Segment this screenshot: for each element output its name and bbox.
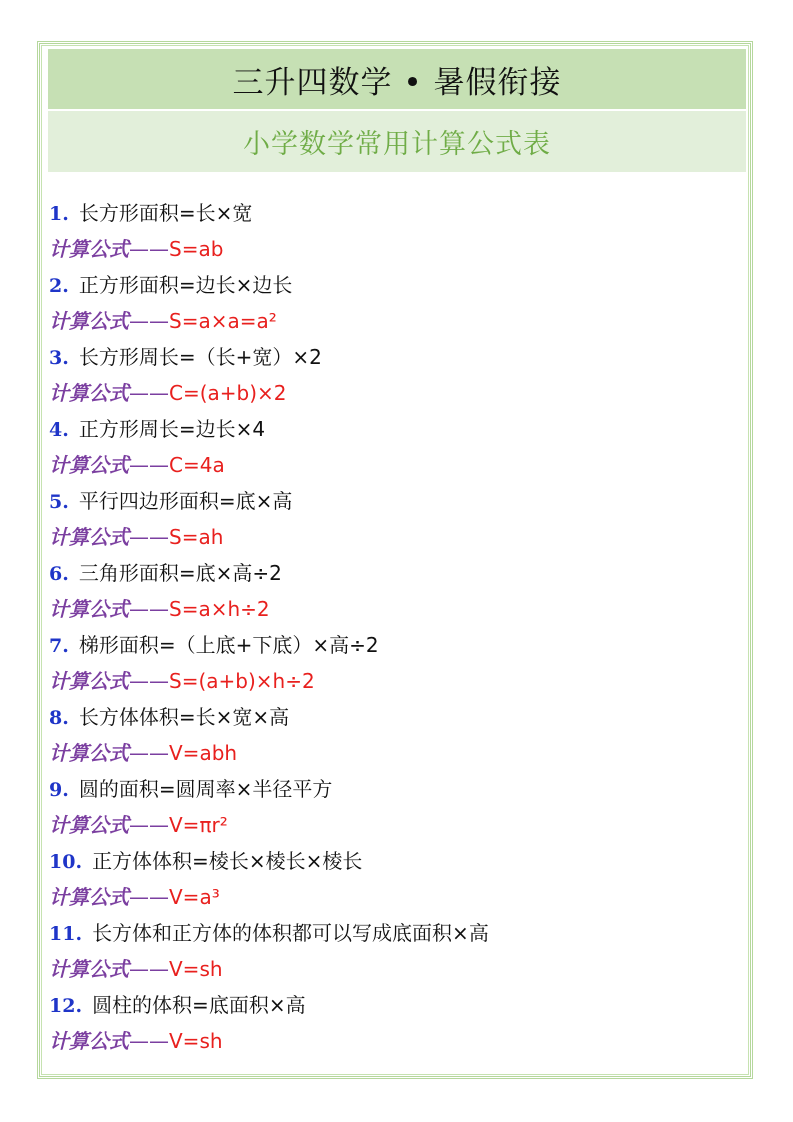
formula-description-line [49, 195, 739, 231]
formula-expression-line [49, 951, 739, 987]
formula-separator: —— [129, 885, 169, 909]
formula-label: 计算公式 [49, 309, 129, 333]
formula-description: 圆的面积=圆周率×半径平方 [78, 777, 333, 801]
formula-separator: —— [129, 309, 169, 333]
formula-description-line [49, 627, 739, 663]
formula-item [49, 987, 739, 1059]
formula-description-line [49, 843, 739, 879]
formula-expression: V=sh [169, 957, 223, 981]
formula-expression: V=sh [169, 1029, 223, 1053]
formula-expression-line [49, 1023, 739, 1059]
formula-description: 长方体体积=长×宽×高 [78, 705, 290, 729]
formula-description-line [49, 915, 739, 951]
formula-item [49, 411, 739, 483]
title-bar [48, 49, 746, 109]
formula-expression-line [49, 663, 739, 699]
formula-item [49, 699, 739, 771]
formula-number: 10. [49, 851, 83, 873]
formula-expression-line [49, 231, 739, 267]
formula-separator: —— [129, 525, 169, 549]
formula-expression-line [49, 303, 739, 339]
formula-label: 计算公式 [49, 1029, 129, 1053]
formula-list [49, 195, 739, 1059]
formula-description-line [49, 555, 739, 591]
formula-description: 梯形面积=（上底+下底）×高÷2 [78, 633, 379, 657]
formula-number: 3. [49, 347, 69, 369]
formula-expression-line [49, 447, 739, 483]
formula-expression: S=a×a=a² [169, 309, 277, 333]
formula-item [49, 771, 739, 843]
formula-label: 计算公式 [49, 957, 129, 981]
formula-description: 正方体体积=棱长×棱长×棱长 [92, 849, 363, 873]
formula-item [49, 267, 739, 339]
formula-label: 计算公式 [49, 741, 129, 765]
formula-separator: —— [129, 597, 169, 621]
formula-label: 计算公式 [49, 381, 129, 405]
formula-number: 7. [49, 635, 69, 657]
formula-expression: V=a³ [169, 885, 220, 909]
formula-item [49, 915, 739, 987]
formula-separator: —— [129, 957, 169, 981]
formula-expression: S=ab [169, 237, 224, 261]
formula-item [49, 627, 739, 699]
formula-description: 正方形面积=边长×边长 [78, 273, 293, 297]
formula-expression-line [49, 807, 739, 843]
formula-expression-line [49, 591, 739, 627]
formula-description-line [49, 699, 739, 735]
formula-description: 长方形面积=长×宽 [78, 201, 253, 225]
page-title: 三升四数学 • 暑假衔接 [232, 64, 562, 101]
formula-description: 长方形周长=（长+宽）×2 [78, 345, 322, 369]
formula-description-line [49, 267, 739, 303]
page-subtitle: 小学数学常用计算公式表 [243, 129, 551, 160]
formula-label: 计算公式 [49, 597, 129, 621]
formula-number: 12. [49, 995, 83, 1017]
formula-description-line [49, 339, 739, 375]
formula-description-line [49, 771, 739, 807]
formula-number: 4. [49, 419, 69, 441]
formula-item [49, 339, 739, 411]
formula-label: 计算公式 [49, 669, 129, 693]
formula-description: 三角形面积=底×高÷2 [78, 561, 282, 585]
formula-description-line [49, 483, 739, 519]
formula-description: 长方体和正方体的体积都可以写成底面积×高 [92, 921, 489, 945]
formula-number: 1. [49, 203, 69, 225]
formula-expression: C=4a [169, 453, 225, 477]
formula-description-line [49, 411, 739, 447]
formula-separator: —— [129, 669, 169, 693]
formula-number: 2. [49, 275, 69, 297]
formula-expression-line [49, 519, 739, 555]
formula-label: 计算公式 [49, 237, 129, 261]
formula-expression: C=(a+b)×2 [169, 381, 287, 405]
formula-separator: —— [129, 453, 169, 477]
formula-label: 计算公式 [49, 813, 129, 837]
formula-description-line [49, 987, 739, 1023]
formula-expression-line [49, 375, 739, 411]
formula-expression: S=(a+b)×h÷2 [169, 669, 315, 693]
formula-expression-line [49, 735, 739, 771]
formula-item [49, 843, 739, 915]
formula-expression: S=a×h÷2 [169, 597, 270, 621]
formula-expression-line [49, 879, 739, 915]
formula-number: 5. [49, 491, 69, 513]
formula-number: 6. [49, 563, 69, 585]
formula-separator: —— [129, 1029, 169, 1053]
formula-number: 9. [49, 779, 69, 801]
formula-expression: V=abh [169, 741, 238, 765]
formula-label: 计算公式 [49, 885, 129, 909]
formula-item [49, 483, 739, 555]
formula-label: 计算公式 [49, 453, 129, 477]
formula-item [49, 195, 739, 267]
formula-description: 平行四边形面积=底×高 [78, 489, 293, 513]
formula-separator: —— [129, 381, 169, 405]
formula-separator: —— [129, 237, 169, 261]
formula-label: 计算公式 [49, 525, 129, 549]
formula-number: 8. [49, 707, 69, 729]
formula-item [49, 555, 739, 627]
formula-description: 圆柱的体积=底面积×高 [92, 993, 306, 1017]
formula-expression: V=πr² [169, 813, 228, 837]
formula-description: 正方形周长=边长×4 [78, 417, 266, 441]
formula-separator: —— [129, 813, 169, 837]
formula-separator: —— [129, 741, 169, 765]
subtitle-bar [48, 111, 746, 172]
formula-number: 11. [49, 923, 83, 945]
formula-expression: S=ah [169, 525, 224, 549]
